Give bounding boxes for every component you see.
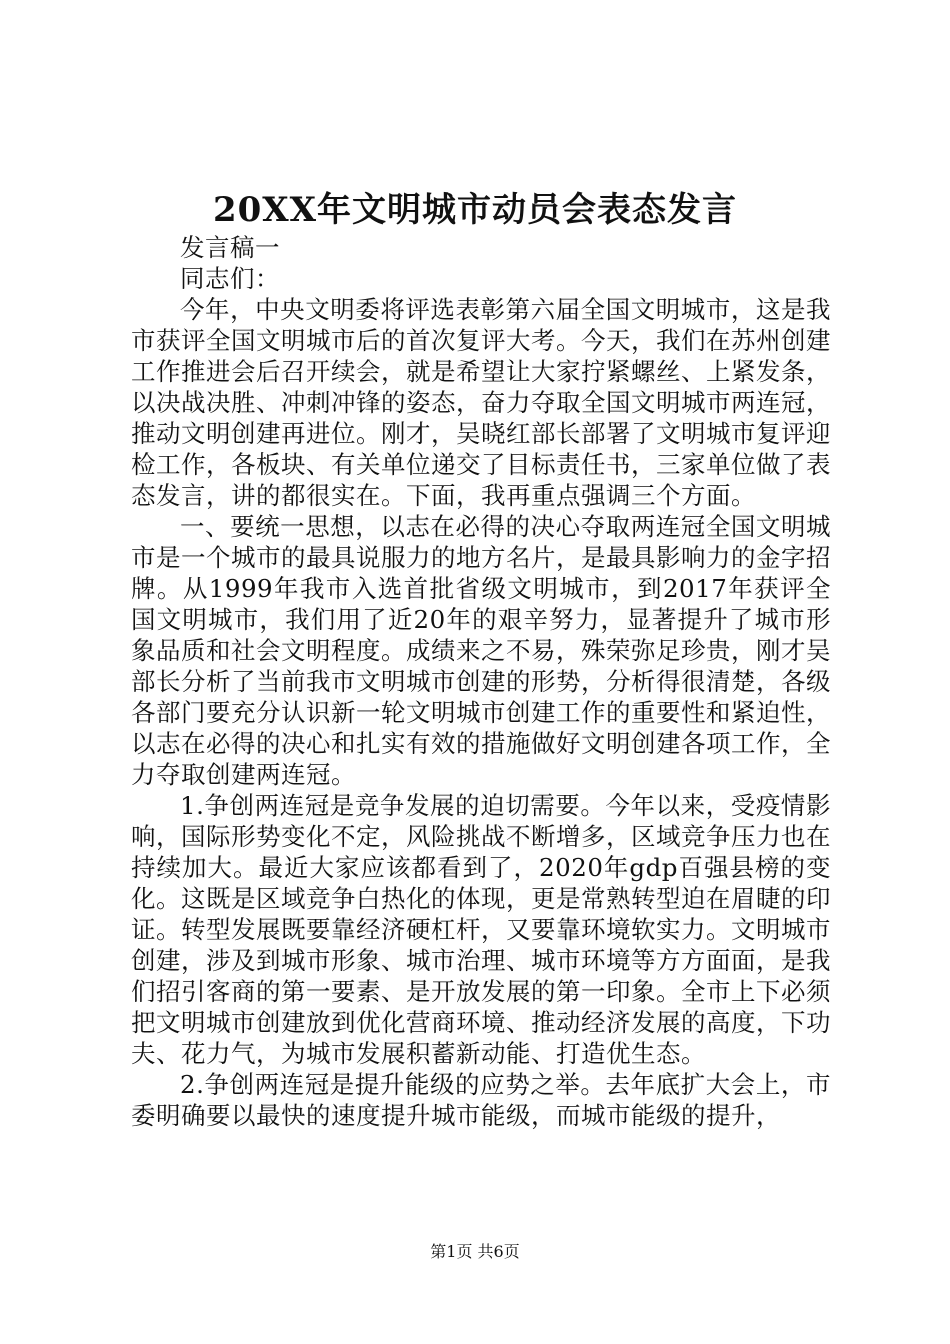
paragraph-salutation: 同志们： [180,264,280,293]
document-title: 20XX年文明城市动员会表态发言 [212,190,738,230]
paragraph-section-one: 一、要统一思想，以志在必得的决心夺取两连冠全国文明城市是一个城市的最具说服力的地方名片，是最具影响力的金字招牌。从1999年我市入选首批省级文明城市，到2017年获评全国文明城市，我们用了近20年的艰辛努力，显著提升了城市形象品质和社会文明程度。成绩来之不易，殊荣弥足珍贵，刚才吴部长分析了当前我市文明城市创建的形势，分析得很清楚，各级各部门要充分认识新一轮文明城市创建工作的重要性和紧迫性，以志在必得的决心和扎实有效的措施做好文明创建各项工作，全力夺取创建两连冠。 [131,512,831,789]
paragraph-point-two: 2.争创两连冠是提升能级的应势之举。去年底扩大会上，市委明确要以最快的速度提升城市能级，而城市能级的提升， [131,1070,831,1130]
paragraph-intro: 今年，中央文明委将评选表彰第六届全国文明城市，这是我市获评全国文明城市后的首次复评大考。今天，我们在苏州创建工作推进会后召开续会，就是希望让大家拧紧螺丝、上紧发条，以决战决胜、冲刺冲锋的姿态，奋力夺取全国文明城市两连冠，推动文明创建再进位。刚才，吴晓红部长部署了文明城市复评迎检工作，各板块、有关单位递交了目标责任书，三家单位做了表态发言，讲的都很实在。下面，我再重点强调三个方面。 [131,295,831,510]
document-body [131,232,831,1131]
page-number-footer: 第1页 共6页 [430,1242,520,1261]
paragraph-draft-label: 发言稿一 [180,233,280,262]
paragraph-point-one: 1.争创两连冠是竞争发展的迫切需要。今年以来，受疫情影响，国际形势变化不定，风险挑战不断增多，区域竞争压力也在持续加大。最近大家应该都看到了，2020年gdp百强县榜的变化。这既是区域竞争白热化的体现，更是常熟转型迫在眉睫的印证。转型发展既要靠经济硬杠杆，又要靠环境软实力。文明城市创建，涉及到城市形象、城市治理、城市环境等方方面面，是我们招引客商的第一要素、是开放发展的第一印象。全市上下必须把文明城市创建放到优化营商环境、推动经济发展的高度，下功夫、花力气，为城市发展积蓄新动能、打造优生态。 [131,791,831,1068]
